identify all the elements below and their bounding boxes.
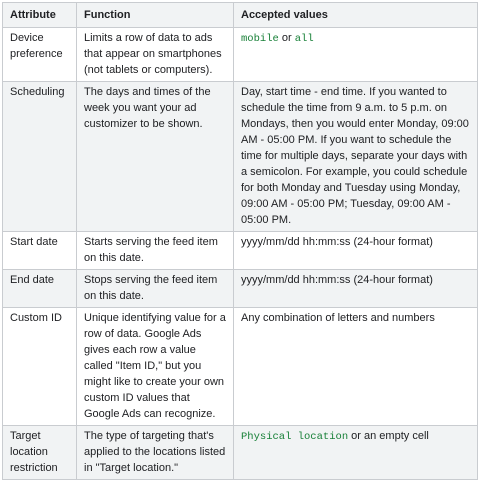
attribute-cell: Device preference	[3, 28, 77, 82]
accepted-values-cell: yyyy/mm/dd hh:mm:ss (24-hour format)	[234, 270, 478, 308]
attribute-cell: Scheduling	[3, 82, 77, 232]
attribute-cell: Target location restriction	[3, 426, 77, 480]
function-cell: Starts serving the feed item on this date.	[77, 232, 234, 270]
table-row	[3, 426, 478, 480]
code-value-mobile: mobile	[241, 33, 279, 45]
function-cell: The type of targeting that's applied to the locations listed in "Target location."	[77, 426, 234, 480]
code-value-physical-location: Physical location	[241, 431, 349, 443]
function-cell: The days and times of the week you want your ad customizer to be shown.	[77, 82, 234, 232]
header-attribute: Attribute	[3, 3, 77, 28]
table-row	[3, 28, 478, 82]
attributes-table	[2, 2, 478, 480]
accepted-values-cell: Day, start time - end time. If you wanted to schedule the time from 9 a.m. to 5 p.m. on Mondays, then you would enter Monday, 09:00 AM - 05:00 PM. If you want to schedule the time for multiple days, separate your days with a semicolon. For example, you could schedule for both Monday and Tuesday using Monday, 09:00 AM - 05:00 PM; Tuesday, 09:00 AM - 05:00 PM.	[234, 82, 478, 232]
table-row	[3, 82, 478, 232]
accepted-values-cell: Any combination of letters and numbers	[234, 308, 478, 426]
accepted-values-cell: yyyy/mm/dd hh:mm:ss (24-hour format)	[234, 232, 478, 270]
function-cell: Limits a row of data to ads that appear on smartphones (not tablets or computers).	[77, 28, 234, 82]
attribute-cell: End date	[3, 270, 77, 308]
function-cell: Unique identifying value for a row of data. Google Ads gives each row a value called "Item ID," but you might like to create your own custom ID values that Google Ads can recognize.	[77, 308, 234, 426]
table-row	[3, 308, 478, 426]
header-accepted-values: Accepted values	[234, 3, 478, 28]
accepted-connector: or an empty cell	[348, 430, 429, 442]
accepted-values-cell	[234, 426, 478, 480]
function-cell: Stops serving the feed item on this date.	[77, 270, 234, 308]
accepted-connector: or	[278, 32, 295, 44]
attribute-cell: Start date	[3, 232, 77, 270]
table-row	[3, 232, 478, 270]
table-row	[3, 270, 478, 308]
accepted-values-cell	[234, 28, 478, 82]
attributes-table-container	[2, 2, 477, 480]
header-function: Function	[77, 3, 234, 28]
table-header-row	[3, 3, 478, 28]
attribute-cell: Custom ID	[3, 308, 77, 426]
code-value-all: all	[294, 33, 314, 45]
